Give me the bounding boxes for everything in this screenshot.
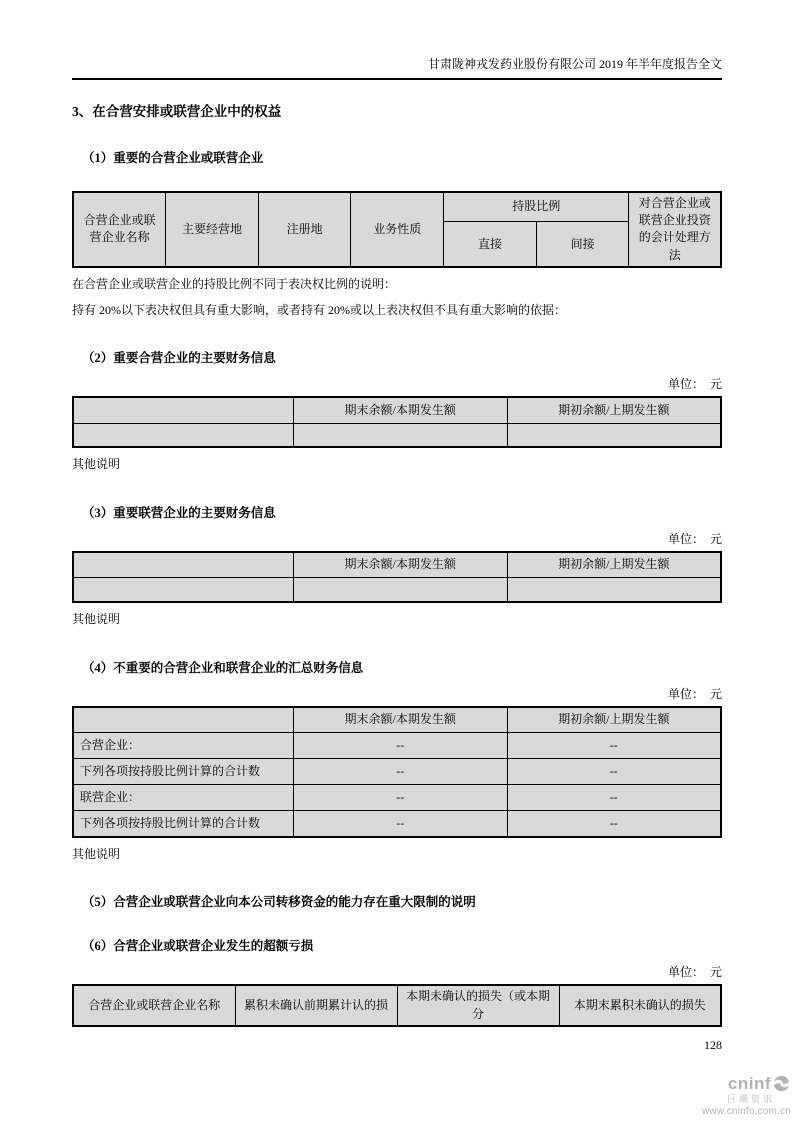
jv-col-shareholding-ratio: 持股比例 (444, 192, 629, 222)
summary-row-label: 下列各项按持股比例计算的合计数 (73, 811, 293, 837)
summary-row-value: -- (507, 759, 721, 785)
loss-col-current-unrecognized: 本期未确认的损失（或本期分 (397, 985, 559, 1026)
fin-col-period-begin: 期初余额/上期发生额 (507, 552, 721, 578)
fin-empty-cell (73, 423, 293, 447)
unit-label-2: 单位： 元 (667, 531, 722, 546)
cninfo-swirl-icon (772, 1074, 791, 1093)
fin-empty-cell (293, 578, 507, 602)
summary-row-value: -- (293, 759, 507, 785)
loss-col-name: 合营企业或联营企业名称 (73, 985, 235, 1026)
significant-influence-note: 持有 20%以下表决权但具有重大影响，或者持有 20%或以上表决权但不具有重大影响的依据： (72, 302, 566, 317)
fin-col-period-end: 期末余额/本期发生额 (293, 707, 507, 733)
subsection-heading-5: （5）合营企业或联营企业向本公司转移资金的能力存在重大限制的说明 (82, 895, 476, 910)
joint-venture-table (72, 191, 722, 269)
summary-row-value: -- (293, 785, 507, 811)
unit-label-4: 单位： 元 (667, 965, 722, 980)
table-row (73, 733, 721, 759)
other-notes-1: 其他说明 (72, 457, 121, 472)
loss-col-prior-unrecognized: 累积未确认前期累计认的损 (235, 985, 397, 1026)
summary-row-value: -- (507, 785, 721, 811)
fin-col-blank (73, 397, 293, 423)
table-row (73, 759, 721, 785)
loss-col-end-accumulated: 本期末累积未确认的损失 (559, 985, 721, 1026)
jv-col-registered-place: 注册地 (258, 192, 351, 268)
cninfo-logo-row (702, 1074, 791, 1093)
fin-empty-cell (507, 423, 721, 447)
cninfo-chinese-name: 巨潮资讯 (726, 1094, 775, 1104)
fin-empty-cell (507, 578, 721, 602)
cninfo-url: www.cninfo.com.cn (702, 1106, 791, 1117)
fin-col-period-begin: 期初余额/上期发生额 (507, 707, 721, 733)
excess-loss-table (72, 984, 722, 1027)
summary-row-value: -- (293, 811, 507, 837)
summary-row-label: 联营企业： (73, 785, 293, 811)
other-notes-3: 其他说明 (72, 846, 121, 861)
summary-financial-table (72, 706, 722, 838)
jv-col-accounting-method: 对合营企业或联营企业投资的会计处理方法 (629, 192, 721, 268)
fin-col-period-begin: 期初余额/上期发生额 (507, 397, 721, 423)
report-title: 甘肃陇神戎发药业股份有限公司 2019 年半年度报告全文 (427, 57, 722, 71)
voting-diff-note: 在合营企业或联营企业的持股比例不同于表决权比例的说明： (72, 277, 397, 292)
section-heading-3: 3、在合营安排或联营企业中的权益 (72, 103, 282, 119)
fin-empty-cell (293, 423, 507, 447)
summary-row-value: -- (507, 811, 721, 837)
table-row (73, 811, 721, 837)
fin-col-period-end: 期末余额/本期发生额 (293, 397, 507, 423)
summary-row-label: 合营企业： (73, 733, 293, 759)
unit-label-1: 单位： 元 (667, 377, 722, 392)
unit-label-3: 单位： 元 (667, 686, 722, 701)
jv-col-direct: 直接 (444, 222, 537, 267)
summary-row-value: -- (507, 733, 721, 759)
jv-col-indirect: 间接 (536, 222, 629, 267)
summary-row-label: 下列各项按持股比例计算的合计数 (73, 759, 293, 785)
subsection-heading-1: （1）重要的合营企业或联营企业 (82, 150, 264, 165)
cninfo-watermark (702, 1074, 791, 1117)
fin-empty-cell (73, 578, 293, 602)
fin-col-blank (73, 707, 293, 733)
jv-col-name: 合营企业或联营企业名称 (73, 192, 166, 268)
cninfo-brand-text: cninf (727, 1074, 771, 1093)
fin-col-period-end: 期末余额/本期发生额 (293, 552, 507, 578)
fin-col-blank (73, 552, 293, 578)
page-number: 128 (704, 1038, 722, 1052)
subsection-heading-6: （6）合营企业或联营企业发生的超额亏损 (82, 939, 314, 954)
subsection-heading-3: （3）重要联营企业的主要财务信息 (82, 505, 276, 520)
associate-financial-info-table (72, 551, 722, 603)
jv-col-business-nature: 业务性质 (351, 192, 444, 268)
summary-row-value: -- (293, 733, 507, 759)
other-notes-2: 其他说明 (72, 611, 121, 626)
table-row (73, 785, 721, 811)
subsection-heading-2: （2）重要合营企业的主要财务信息 (82, 351, 276, 366)
jv-col-main-place: 主要经营地 (166, 192, 259, 268)
jv-financial-info-table (72, 396, 722, 448)
page-header (72, 0, 722, 80)
subsection-heading-4: （4）不重要的合营企业和联营企业的汇总财务信息 (82, 660, 364, 675)
